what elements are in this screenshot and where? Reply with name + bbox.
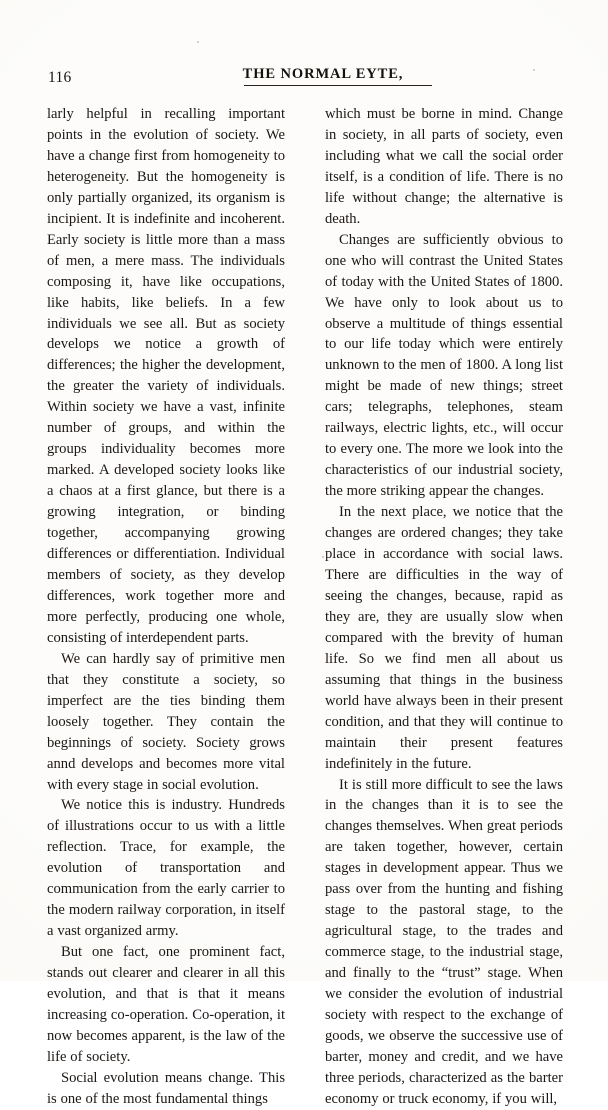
paragraph: In the next place, we notice that the changes are ordered changes; they take place in accordance with social laws. There are difficulties in the way of seeing the changes, because, rapid as they are, they are usually slow when compared with the brevity of human life. So we find men all about us assuming that things in the business world have always been in their present condition, and that they will continue to maintain their present features indefinitely in the future. (325, 504, 563, 772)
two-column-body (47, 104, 570, 1107)
scan-speckle (197, 41, 199, 43)
paragraph: which must be borne in mind. Change in society, in all parts of society, even including what we call the social order itself, is a condition of life. There is no life without change; the alternative is death. (325, 106, 563, 227)
paragraph: But one fact, one prominent fact, stands out clearer and clearer in all this evolution, and that is that it means increasing co-operation. Co-operation, it now becomes apparent, is the law of the life of society. (47, 944, 285, 1065)
page-number: 116 (48, 69, 72, 86)
paragraph: We notice this is industry. Hundreds of illustrations occur to us with a little reflection. Trace, for example, the evolution of transportation and communication from the early carrier to the modern railway corporation, in itself a vast organized army. (47, 797, 285, 940)
running-title-rule (244, 85, 432, 86)
right-column (325, 104, 563, 1107)
paragraph: It is still more difficult to see the laws in the changes than it is to see the changes themselves. When great periods are taken together, however, certain stages in development appear. Thus we pass over from the hunting and fishing stage to the pastoral stage, to the agricultural stage, to the trades and commerce stage, to the industrial stage, and finally to the “trust” stage. When we consider the evolution of industrial society with respect to the exchange of goods, we observe the successive use of barter, money and credit, and we have three periods, characterized as the barter economy or truck economy, if you will, (325, 776, 563, 1107)
paragraph: larly helpful in recalling important points in the evolution of society. We have a change first from homogeneity to heterogeneity. But the homogeneity is only partially organized, its organism is incipient. It is indefinite and incoherent. Early society is little more than a mass of men, a mere mass. The individuals composing it, have like occupations, like habits, like beliefs. In a few individuals we see all. But as society develops we notice a growth of differences; the higher the development, the greater the variety of individuals. Within society we have a vast, infinite number of groups, and within the groups individuality becomes more marked. A developed society looks like a chaos at a first glance, but there is a growing integration, or binding together, accompanying growing differences or differentiation. Individual members of society, as they develop differences, work together more and more perfectly, producing one whole, consisting of interdependent parts. (47, 106, 285, 646)
left-column (47, 104, 285, 1107)
running-head (48, 66, 568, 96)
paragraph: We can hardly say of primitive men that they constitute a society, so imperfect are the ties binding them loosely together. They contain the beginnings of society. Society grows annd develops and becomes more vital with every stage in social evolution. (47, 650, 285, 793)
running-title-text: THE NORMAL EYTE, (242, 66, 404, 82)
paragraph: Social evolution means change. This is one of the most fundamental things (47, 1069, 285, 1107)
paragraph: Changes are sufficiently obvious to one who will contrast the United States of today with the United States of 1800. We have only to look about us to observe a multitude of things essential to our life today which were entirely unknown to the men of 1800. A long list might be made of new things; street cars; telegraphs, telephones, steam railways, electric lights, etc., will occur to every one. The more we look into the characteristics of our industrial society, the more striking appear the changes. (325, 231, 563, 500)
running-title (48, 66, 568, 86)
